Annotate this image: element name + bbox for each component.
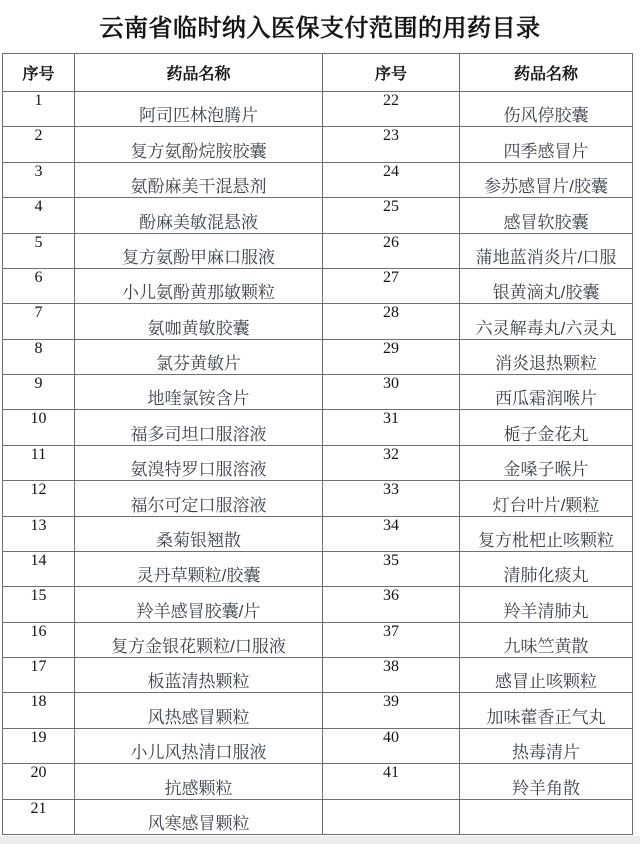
table-row bbox=[3, 481, 633, 516]
drug-name-cell: 氨酚麻美干混悬剂 bbox=[75, 162, 323, 197]
table-row bbox=[3, 127, 633, 162]
drug-name-cell: 消炎退热颗粒 bbox=[460, 339, 633, 374]
drug-catalog-table bbox=[2, 53, 633, 835]
drug-name-cell: 风寒感冒颗粒 bbox=[75, 799, 323, 835]
table-row bbox=[3, 516, 633, 551]
index-cell: 8 bbox=[3, 339, 75, 374]
page-bottom-strip bbox=[0, 836, 640, 844]
drug-name-cell: 复方氨酚烷胺胶囊 bbox=[75, 127, 323, 162]
drug-name-cell: 四季感冒片 bbox=[460, 127, 633, 162]
table-row bbox=[3, 622, 633, 657]
index-cell: 13 bbox=[3, 516, 75, 551]
index-cell: 27 bbox=[323, 268, 460, 303]
header-index-right: 序号 bbox=[323, 54, 460, 92]
index-cell: 24 bbox=[323, 162, 460, 197]
index-cell: 6 bbox=[3, 268, 75, 303]
drug-name-cell: 清肺化痰丸 bbox=[460, 551, 633, 586]
drug-name-cell: 灯台叶片/颗粒 bbox=[460, 481, 633, 516]
table-row bbox=[3, 304, 633, 339]
index-cell: 3 bbox=[3, 162, 75, 197]
table-row bbox=[3, 233, 633, 268]
header-name-right: 药品名称 bbox=[460, 54, 633, 92]
index-cell: 19 bbox=[3, 728, 75, 763]
header-index-left: 序号 bbox=[3, 54, 75, 92]
drug-name-cell: 加味藿香正气丸 bbox=[460, 693, 633, 728]
table-row bbox=[3, 162, 633, 197]
drug-name-cell: 九味竺黄散 bbox=[460, 622, 633, 657]
index-cell: 29 bbox=[323, 339, 460, 374]
table-row bbox=[3, 92, 633, 127]
drug-name-cell: 抗感颗粒 bbox=[75, 764, 323, 799]
index-cell: 39 bbox=[323, 693, 460, 728]
table-row bbox=[3, 587, 633, 622]
index-cell bbox=[323, 799, 460, 835]
drug-name-cell: 羚羊角散 bbox=[460, 764, 633, 799]
index-cell: 35 bbox=[323, 551, 460, 586]
table-row bbox=[3, 799, 633, 835]
drug-name-cell: 六灵解毒丸/六灵丸 bbox=[460, 304, 633, 339]
table-row bbox=[3, 728, 633, 763]
index-cell: 5 bbox=[3, 233, 75, 268]
drug-name-cell: 栀子金花丸 bbox=[460, 410, 633, 445]
index-cell: 22 bbox=[323, 92, 460, 127]
index-cell: 38 bbox=[323, 658, 460, 693]
header-row bbox=[3, 54, 633, 92]
table-row bbox=[3, 764, 633, 799]
index-cell: 4 bbox=[3, 198, 75, 233]
drug-name-cell: 桑菊银翘散 bbox=[75, 516, 323, 551]
drug-name-cell: 热毒清片 bbox=[460, 728, 633, 763]
index-cell: 17 bbox=[3, 658, 75, 693]
drug-name-cell: 复方氨酚甲麻口服液 bbox=[75, 233, 323, 268]
drug-name-cell: 蒲地蓝消炎片/口服 bbox=[460, 233, 633, 268]
index-cell: 41 bbox=[323, 764, 460, 799]
index-cell: 15 bbox=[3, 587, 75, 622]
drug-name-cell: 银黄滴丸/胶囊 bbox=[460, 268, 633, 303]
drug-name-cell: 氯芬黄敏片 bbox=[75, 339, 323, 374]
index-cell: 31 bbox=[323, 410, 460, 445]
drug-name-cell: 灵丹草颗粒/胶囊 bbox=[75, 551, 323, 586]
drug-name-cell: 风热感冒颗粒 bbox=[75, 693, 323, 728]
drug-name-cell: 感冒止咳颗粒 bbox=[460, 658, 633, 693]
drug-name-cell: 福多司坦口服溶液 bbox=[75, 410, 323, 445]
index-cell: 14 bbox=[3, 551, 75, 586]
index-cell: 34 bbox=[323, 516, 460, 551]
index-cell: 23 bbox=[323, 127, 460, 162]
index-cell: 11 bbox=[3, 445, 75, 480]
drug-name-cell: 地喹氯铵含片 bbox=[75, 375, 323, 410]
header-name-left: 药品名称 bbox=[75, 54, 323, 92]
index-cell: 7 bbox=[3, 304, 75, 339]
index-cell: 2 bbox=[3, 127, 75, 162]
drug-name-cell: 羚羊感冒胶囊/片 bbox=[75, 587, 323, 622]
index-cell: 26 bbox=[323, 233, 460, 268]
drug-name-cell: 复方金银花颗粒/口服液 bbox=[75, 622, 323, 657]
table-row bbox=[3, 410, 633, 445]
index-cell: 30 bbox=[323, 375, 460, 410]
drug-name-cell: 羚羊清肺丸 bbox=[460, 587, 633, 622]
drug-name-cell: 感冒软胶囊 bbox=[460, 198, 633, 233]
index-cell: 40 bbox=[323, 728, 460, 763]
index-cell: 36 bbox=[323, 587, 460, 622]
index-cell: 18 bbox=[3, 693, 75, 728]
index-cell: 21 bbox=[3, 799, 75, 835]
table-row bbox=[3, 198, 633, 233]
table-row bbox=[3, 339, 633, 374]
index-cell: 12 bbox=[3, 481, 75, 516]
table-row bbox=[3, 375, 633, 410]
index-cell: 9 bbox=[3, 375, 75, 410]
table-row bbox=[3, 693, 633, 728]
table-row bbox=[3, 445, 633, 480]
index-cell: 1 bbox=[3, 92, 75, 127]
drug-name-cell: 小儿风热清口服液 bbox=[75, 728, 323, 763]
index-cell: 25 bbox=[323, 198, 460, 233]
drug-name-cell: 福尔可定口服溶液 bbox=[75, 481, 323, 516]
page-title: 云南省临时纳入医保支付范围的用药目录 bbox=[99, 15, 541, 42]
drug-name-cell: 西瓜霜润喉片 bbox=[460, 375, 633, 410]
index-cell: 28 bbox=[323, 304, 460, 339]
index-cell: 32 bbox=[323, 445, 460, 480]
index-cell: 16 bbox=[3, 622, 75, 657]
drug-name-cell: 复方枇杷止咳颗粒 bbox=[460, 516, 633, 551]
drug-name-cell: 氨溴特罗口服溶液 bbox=[75, 445, 323, 480]
drug-name-cell: 伤风停胶囊 bbox=[460, 92, 633, 127]
table-row bbox=[3, 268, 633, 303]
index-cell: 10 bbox=[3, 410, 75, 445]
table-row bbox=[3, 658, 633, 693]
drug-name-cell bbox=[460, 799, 633, 835]
drug-name-cell: 金嗓子喉片 bbox=[460, 445, 633, 480]
index-cell: 20 bbox=[3, 764, 75, 799]
index-cell: 37 bbox=[323, 622, 460, 657]
drug-name-cell: 小儿氨酚黄那敏颗粒 bbox=[75, 268, 323, 303]
drug-name-cell: 参苏感冒片/胶囊 bbox=[460, 162, 633, 197]
drug-name-cell: 阿司匹林泡腾片 bbox=[75, 92, 323, 127]
drug-name-cell: 板蓝清热颗粒 bbox=[75, 658, 323, 693]
drug-name-cell: 酚麻美敏混悬液 bbox=[75, 198, 323, 233]
drug-name-cell: 氨咖黄敏胶囊 bbox=[75, 304, 323, 339]
index-cell: 33 bbox=[323, 481, 460, 516]
table-row bbox=[3, 551, 633, 586]
